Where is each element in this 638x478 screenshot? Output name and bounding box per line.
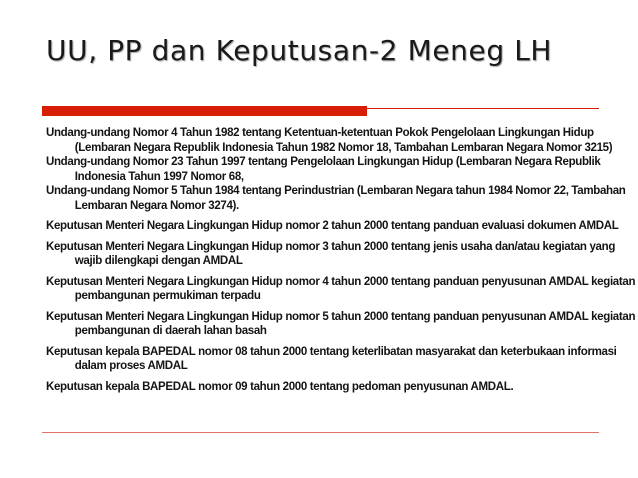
- slide-title: UU, PP dan Keputusan-2 Meneg LH: [46, 34, 553, 67]
- title-underline-thick: [42, 106, 367, 116]
- list-item: Keputusan Menteri Negara Lingkungan Hidup nomor 5 tahun 2000 tentang panduan penyusunan AMDAL kegiatan pembangunan di daerah lahan basah: [46, 308, 636, 337]
- list-item: Undang-undang Nomor 4 Tahun 1982 tentang Ketentuan-ketentuan Pokok Pengelolaan Lingkungan Hidup (Lembaran Negara Republik Indonesia Tahun 1982 Nomor 18, Tambahan Lembaran Negara Nomor 3215): [46, 125, 613, 154]
- list-item: Keputusan kepala BAPEDAL nomor 08 tahun 2000 tentang keterlibatan masyarakat dan keterbukaan informasi dalam proses AMDAL: [46, 343, 617, 372]
- list-item: Keputusan Menteri Negara Lingkungan Hidup nomor 2 tahun 2000 tentang panduan evaluasi dokumen AMDAL: [46, 218, 619, 232]
- list-item: Keputusan Menteri Negara Lingkungan Hidup nomor 4 tahun 2000 tentang panduan penyusunan AMDAL kegiatan pembangunan permukiman terpadu: [46, 273, 636, 302]
- title-underline-thin: [367, 108, 599, 109]
- list-item: Undang-undang Nomor 23 Tahun 1997 tentang Pengelolaan Lingkungan Hidup (Lembaran Negara Republik Indonesia Tahun 1997 Nomor 68,: [46, 154, 601, 183]
- list-item: Undang-undang Nomor 5 Tahun 1984 tentang Perindustrian (Lembaran Negara tahun 1984 Nomor 22, Tambahan Lembaran Negara Nomor 3274).: [46, 183, 626, 212]
- regulation-list: [46, 125, 636, 393]
- list-item: Keputusan kepala BAPEDAL nomor 09 tahun 2000 tentang pedoman penyusunan AMDAL.: [46, 378, 514, 393]
- list-item: Keputusan Menteri Negara Lingkungan Hidup nomor 3 tahun 2000 tentang jenis usaha dan/atau kegiatan yang wajib dilengkapi dengan AMDAL: [46, 238, 616, 267]
- footer-rule: [42, 432, 599, 433]
